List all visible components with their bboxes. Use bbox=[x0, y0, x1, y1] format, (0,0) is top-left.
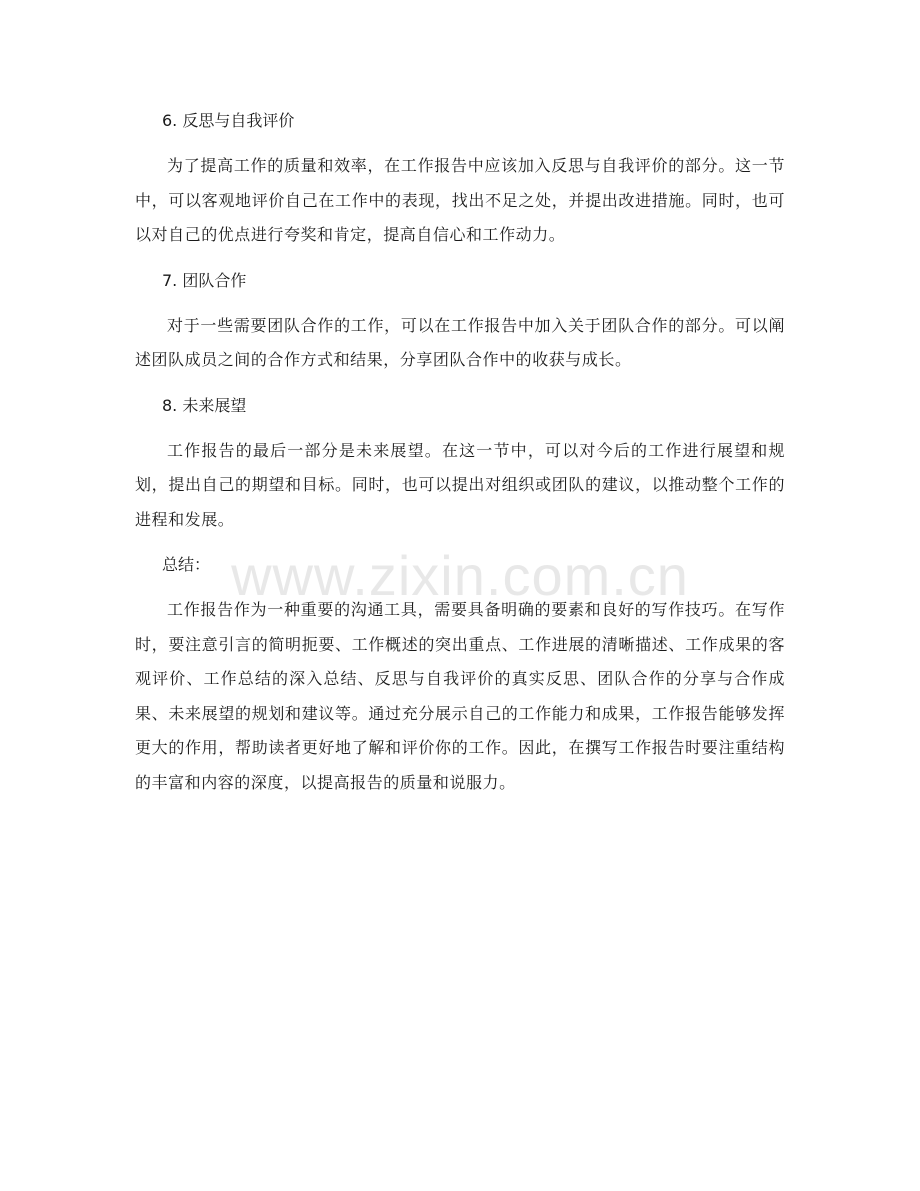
watermark: www.zixin.com.cn bbox=[231, 544, 689, 607]
section-body-teamwork: 对于一些需要团队合作的工作，可以在工作报告中加入关于团队合作的部分。可以阐述团队成员之间的合作方式和结果，分享团队合作中的收获与成长。 bbox=[135, 315, 785, 369]
section-heading-reflection: 6. 反思与自我评价 bbox=[162, 111, 295, 130]
section-heading-future-outlook: 8. 未来展望 bbox=[162, 395, 247, 415]
section-heading-teamwork: 7. 团队合作 bbox=[162, 270, 247, 290]
document-content bbox=[135, 104, 785, 811]
section-body-summary: 工作报告作为一种重要的沟通工具，需要具备明确的要素和良好的写作技巧。在写作时，要注意引言的简明扼要、工作概述的突出重点、工作进展的清晰描述、工作成果的客观评价、工作总结的深入总结、反思与自我评价的真实反思、团队合作的分享与合作成果、未来展望的规划和建议等。通过充分展示自己的工作能力和成果，工作报告能够发挥更大的作用，帮助读者更好地了解和评价你的工作。因此，在撰写工作报告时要注重结构的丰富和内容的深度，以提高报告的质量和说服力。 bbox=[135, 600, 785, 792]
section-body-future-outlook: 工作报告的最后一部分是未来展望。在这一节中，可以对今后的工作进行展望和规划，提出自己的期望和目标。同时，也可以提出对组织或团队的建议，以推动整个工作的进程和发展。 bbox=[135, 440, 785, 529]
section-body-reflection: 为了提高工作的质量和效率，在工作报告中应该加入反思与自我评价的部分。这一节中，可以客观地评价自己在工作中的表现，找出不足之处，并提出改进措施。同时，也可以对自己的优点进行夸奖和肯定，提高自信心和工作动力。 bbox=[135, 156, 785, 244]
section-heading-summary: 总结： bbox=[162, 555, 211, 574]
